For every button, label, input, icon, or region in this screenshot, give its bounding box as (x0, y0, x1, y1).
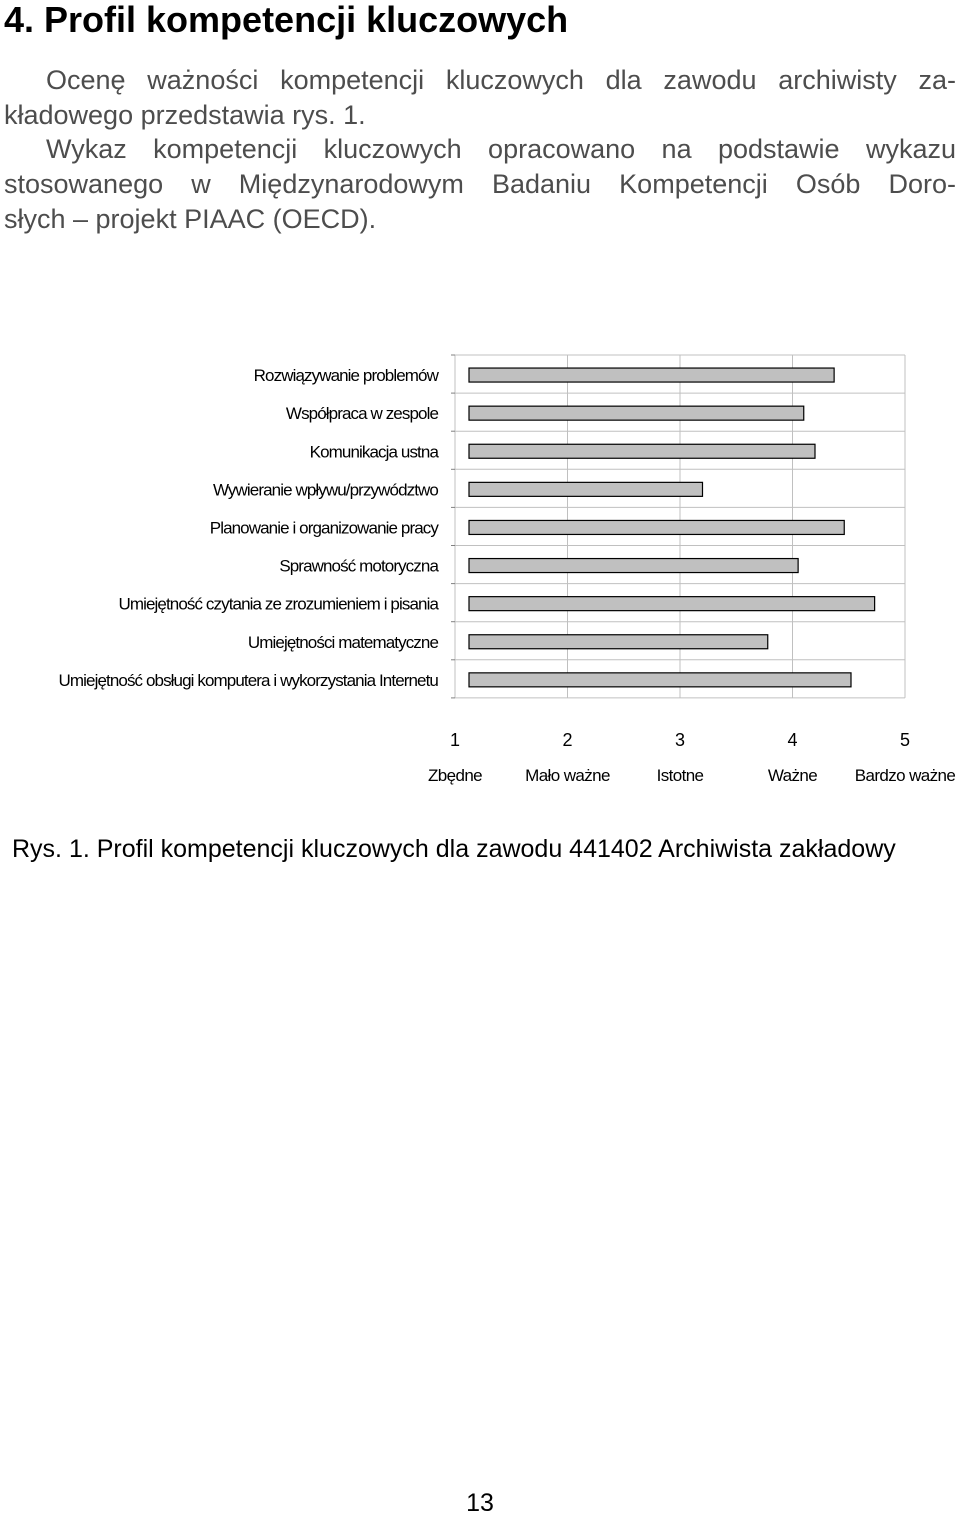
x-tick-description: Mało ważne (525, 765, 610, 785)
bar (469, 559, 798, 573)
category-label: Umiejętność czytania ze zrozumieniem i pisania (118, 594, 438, 614)
bar (469, 368, 834, 382)
bar (469, 520, 844, 534)
x-tick-description: Ważne (767, 765, 818, 785)
source-paragraph-line: Wykaz kompetencji kluczowych opracowano na podstawie wykazu (46, 134, 956, 164)
bar (469, 635, 768, 649)
x-tick-label: 5 (899, 729, 911, 750)
bar (469, 444, 815, 458)
bar (469, 482, 703, 496)
intro-paragraph-line: Ocenę ważności kompetencji kluczowych dla zawodu archiwisty za- (46, 65, 956, 95)
bar (469, 406, 804, 420)
category-label: Współpraca w zespole (285, 404, 438, 424)
x-tick-description: Zbędne (427, 765, 483, 785)
x-tick-label: 4 (787, 729, 798, 750)
intro-paragraph-line: kładowego przedstawia rys. 1. (4, 100, 366, 130)
category-label: Wywieranie wpływu/przywództwo (212, 480, 438, 500)
x-tick-label: 2 (562, 729, 573, 750)
page-number: 13 (466, 1489, 494, 1517)
competency-bar-chart (0, 340, 960, 790)
category-label: Komunikacja ustna (309, 442, 438, 462)
source-paragraph-line: słych – projekt PIAAC (OECD). (4, 204, 377, 234)
x-tick-label: 3 (674, 729, 686, 750)
source-paragraph-line: stosowanego w Międzynarodowym Badaniu Kompetencji Osób Doro- (4, 169, 956, 199)
x-tick-label: 1 (449, 729, 461, 750)
x-tick-description: Bardzo ważne (854, 765, 956, 785)
intro-paragraph (4, 63, 956, 133)
x-tick-description: Istotne (656, 765, 704, 785)
bar (469, 673, 851, 687)
figure-caption: Rys. 1. Profil kompetencji kluczowych dla zawodu 441402 Archiwista zakładowy (12, 835, 896, 863)
category-label: Planowanie i organizowanie pracy (209, 518, 438, 538)
category-label: Umiejętności matematyczne (247, 632, 438, 652)
category-label: Sprawność motoryczna (279, 556, 438, 576)
source-paragraph (4, 132, 956, 237)
section-heading: 4. Profil kompetencji kluczowych (4, 0, 569, 40)
category-label: Umiejętność obsługi komputera i wykorzystania Internetu (58, 670, 438, 690)
category-label: Rozwiązywanie problemów (253, 366, 438, 386)
bar (469, 597, 875, 611)
